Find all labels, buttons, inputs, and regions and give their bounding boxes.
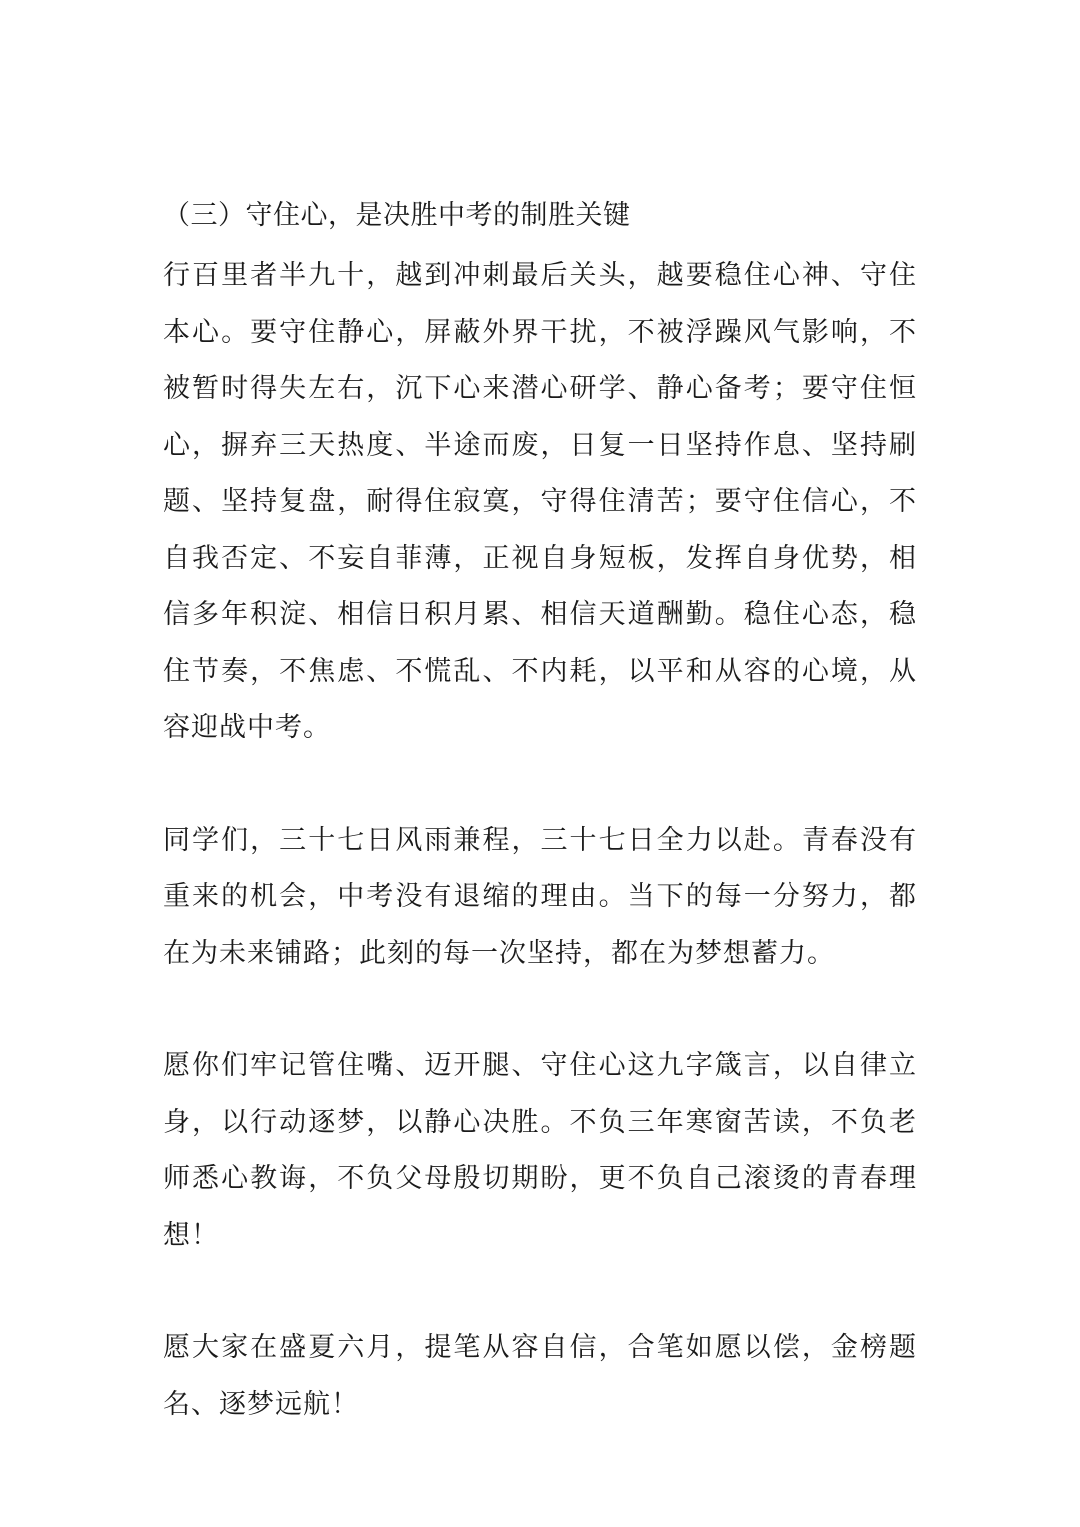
paragraph-gap (163, 757, 917, 813)
paragraph-wishes: 愿大家在盛夏六月，提笔从容自信，合笔如愿以偿，金榜题名、逐梦远航！ (163, 1332, 917, 1420)
paragraph-keep-heart: 行百里者半九十，越到冲刺最后关头，越要稳住心神、守住本心。要守住静心，屏蔽外界干扰，不被浮躁风气影响，不被暂时得失左右，沉下心来潜心研学、静心备考；要守住恒心，摒弃三天热度、半途而废，日复一日坚持作息、坚持刷题、坚持复盘，耐得住寂寞，守得住清苦；要守住信心，不自我否定、不妄自菲薄，正视自身短板，发挥自身优势，相信多年积淀、相信日积月累、相信天道酬勤。稳住心态，稳住节奏，不焦虑、不慌乱、不内耗，以平和从容的心境，从容迎战中考。 (163, 260, 917, 743)
paragraph-gap (163, 1264, 917, 1320)
section-heading: （三）守住心，是决胜中考的制胜关键 (163, 200, 631, 231)
paragraph-nine-words: 愿你们牢记管住嘴、迈开腿、守住心这九字箴言，以自律立身，以行动逐梦，以静心决胜。不负三年寒窗苦读，不负老师悉心教诲，不负父母殷切期盼，更不负自己滚烫的青春理想！ (163, 1050, 917, 1251)
paragraph-classmates: 同学们，三十七日风雨兼程，三十七日全力以赴。青春没有重来的机会，中考没有退缩的理由。当下的每一分努力，都在为未来铺路；此刻的每一次坚持，都在为梦想蓄力。 (163, 824, 917, 969)
document-body (163, 196, 917, 1433)
paragraph-gap (163, 982, 917, 1038)
